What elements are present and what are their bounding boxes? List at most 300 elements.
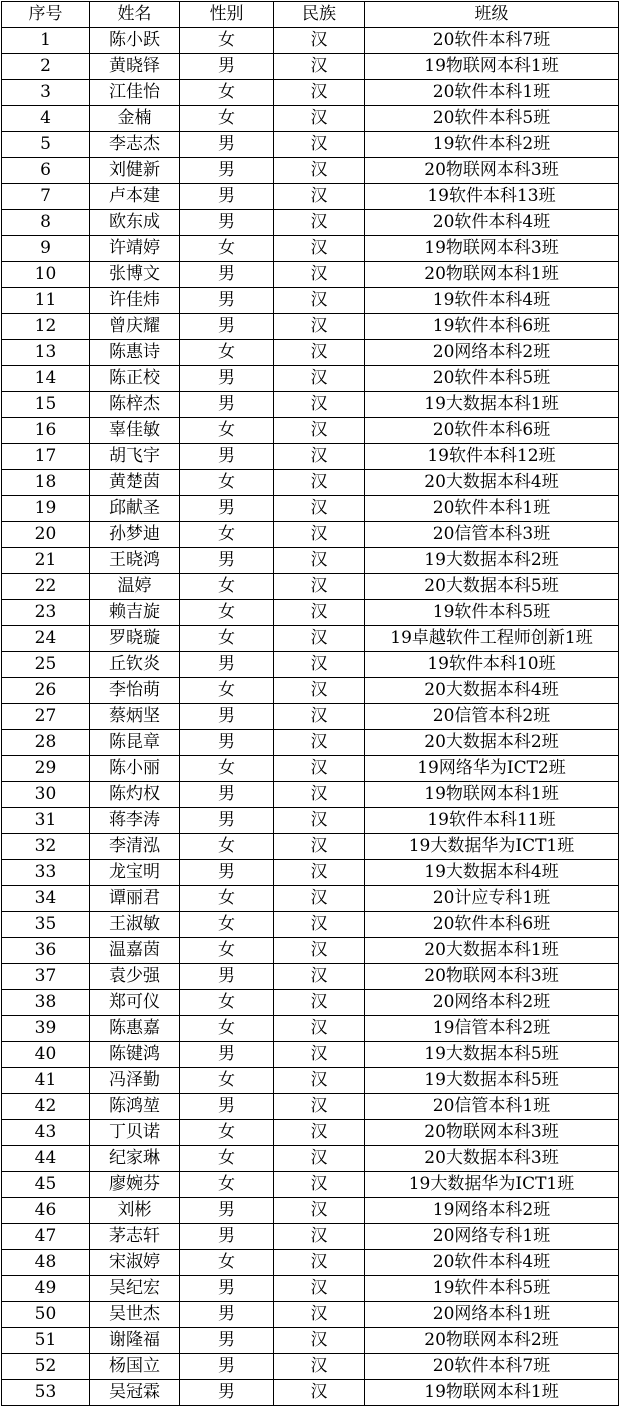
cell-index: 28 bbox=[2, 730, 90, 756]
table-row bbox=[2, 756, 619, 782]
cell-gender: 男 bbox=[180, 1276, 274, 1302]
cell-class: 19物联网本科1班 bbox=[365, 782, 619, 808]
cell-index: 20 bbox=[2, 522, 90, 548]
cell-class: 20软件本科1班 bbox=[365, 80, 619, 106]
cell-name: 刘彬 bbox=[90, 1198, 180, 1224]
cell-gender: 女 bbox=[180, 106, 274, 132]
table-row bbox=[2, 470, 619, 496]
table-row bbox=[2, 1224, 619, 1250]
cell-index: 9 bbox=[2, 236, 90, 262]
cell-class: 19大数据本科5班 bbox=[365, 1042, 619, 1068]
cell-gender: 男 bbox=[180, 652, 274, 678]
cell-index: 27 bbox=[2, 704, 90, 730]
table-row bbox=[2, 678, 619, 704]
cell-index: 53 bbox=[2, 1380, 90, 1406]
cell-index: 26 bbox=[2, 678, 90, 704]
cell-ethnicity: 汉 bbox=[274, 912, 365, 938]
cell-name: 蔡炳坚 bbox=[90, 704, 180, 730]
cell-index: 14 bbox=[2, 366, 90, 392]
cell-ethnicity: 汉 bbox=[274, 626, 365, 652]
cell-name: 吴纪宏 bbox=[90, 1276, 180, 1302]
table-row bbox=[2, 600, 619, 626]
header-name: 姓名 bbox=[90, 2, 180, 28]
cell-name: 许佳炜 bbox=[90, 288, 180, 314]
cell-gender: 女 bbox=[180, 886, 274, 912]
table-row bbox=[2, 184, 619, 210]
table-row bbox=[2, 886, 619, 912]
cell-gender: 男 bbox=[180, 496, 274, 522]
header-class: 班级 bbox=[365, 2, 619, 28]
cell-gender: 男 bbox=[180, 1328, 274, 1354]
cell-ethnicity: 汉 bbox=[274, 28, 365, 54]
cell-ethnicity: 汉 bbox=[274, 730, 365, 756]
cell-index: 24 bbox=[2, 626, 90, 652]
cell-class: 19物联网本科1班 bbox=[365, 1380, 619, 1406]
cell-ethnicity: 汉 bbox=[274, 262, 365, 288]
cell-ethnicity: 汉 bbox=[274, 1328, 365, 1354]
cell-gender: 女 bbox=[180, 28, 274, 54]
cell-class: 20计应专科1班 bbox=[365, 886, 619, 912]
cell-gender: 男 bbox=[180, 262, 274, 288]
cell-ethnicity: 汉 bbox=[274, 236, 365, 262]
cell-index: 12 bbox=[2, 314, 90, 340]
cell-name: 陈灼权 bbox=[90, 782, 180, 808]
cell-index: 18 bbox=[2, 470, 90, 496]
cell-gender: 男 bbox=[180, 132, 274, 158]
cell-gender: 男 bbox=[180, 288, 274, 314]
table-row bbox=[2, 210, 619, 236]
cell-index: 2 bbox=[2, 54, 90, 80]
cell-name: 丘钦炎 bbox=[90, 652, 180, 678]
cell-ethnicity: 汉 bbox=[274, 678, 365, 704]
cell-index: 1 bbox=[2, 28, 90, 54]
table-row bbox=[2, 418, 619, 444]
cell-name: 陈正校 bbox=[90, 366, 180, 392]
cell-name: 纪家琳 bbox=[90, 1146, 180, 1172]
table-row bbox=[2, 626, 619, 652]
cell-ethnicity: 汉 bbox=[274, 1198, 365, 1224]
cell-ethnicity: 汉 bbox=[274, 1016, 365, 1042]
table-row bbox=[2, 1302, 619, 1328]
table-body bbox=[2, 28, 619, 1406]
cell-name: 谢隆福 bbox=[90, 1328, 180, 1354]
cell-class: 19大数据本科5班 bbox=[365, 1068, 619, 1094]
cell-name: 袁少强 bbox=[90, 964, 180, 990]
cell-gender: 男 bbox=[180, 1224, 274, 1250]
cell-class: 20大数据本科3班 bbox=[365, 1146, 619, 1172]
cell-index: 43 bbox=[2, 1120, 90, 1146]
cell-class: 19信管本科2班 bbox=[365, 1016, 619, 1042]
cell-ethnicity: 汉 bbox=[274, 1354, 365, 1380]
cell-index: 52 bbox=[2, 1354, 90, 1380]
cell-class: 19软件本科12班 bbox=[365, 444, 619, 470]
cell-ethnicity: 汉 bbox=[274, 1302, 365, 1328]
cell-class: 19物联网本科1班 bbox=[365, 54, 619, 80]
cell-class: 19软件本科2班 bbox=[365, 132, 619, 158]
cell-index: 8 bbox=[2, 210, 90, 236]
cell-class: 20信管本科3班 bbox=[365, 522, 619, 548]
cell-ethnicity: 汉 bbox=[274, 1276, 365, 1302]
cell-name: 廖婉芬 bbox=[90, 1172, 180, 1198]
cell-gender: 男 bbox=[180, 158, 274, 184]
cell-index: 30 bbox=[2, 782, 90, 808]
cell-gender: 男 bbox=[180, 964, 274, 990]
cell-gender: 男 bbox=[180, 548, 274, 574]
cell-gender: 女 bbox=[180, 1068, 274, 1094]
cell-class: 20软件本科4班 bbox=[365, 1250, 619, 1276]
table-row bbox=[2, 1120, 619, 1146]
cell-class: 19网络本科2班 bbox=[365, 1198, 619, 1224]
table-row bbox=[2, 28, 619, 54]
cell-index: 3 bbox=[2, 80, 90, 106]
cell-gender: 男 bbox=[180, 730, 274, 756]
cell-gender: 女 bbox=[180, 938, 274, 964]
table-row bbox=[2, 1354, 619, 1380]
cell-name: 王淑敏 bbox=[90, 912, 180, 938]
table-row bbox=[2, 236, 619, 262]
cell-gender: 男 bbox=[180, 1380, 274, 1406]
table-row bbox=[2, 834, 619, 860]
cell-name: 黄晓铎 bbox=[90, 54, 180, 80]
cell-ethnicity: 汉 bbox=[274, 964, 365, 990]
cell-name: 孙梦迪 bbox=[90, 522, 180, 548]
cell-gender: 女 bbox=[180, 80, 274, 106]
table-row bbox=[2, 652, 619, 678]
cell-gender: 女 bbox=[180, 418, 274, 444]
cell-index: 50 bbox=[2, 1302, 90, 1328]
table-row bbox=[2, 1198, 619, 1224]
cell-name: 胡飞宇 bbox=[90, 444, 180, 470]
table-row bbox=[2, 106, 619, 132]
table-row bbox=[2, 80, 619, 106]
cell-gender: 男 bbox=[180, 1042, 274, 1068]
cell-gender: 男 bbox=[180, 392, 274, 418]
cell-name: 辜佳敏 bbox=[90, 418, 180, 444]
cell-index: 32 bbox=[2, 834, 90, 860]
cell-gender: 女 bbox=[180, 1016, 274, 1042]
cell-gender: 女 bbox=[180, 678, 274, 704]
table-row bbox=[2, 158, 619, 184]
cell-name: 蒋李涛 bbox=[90, 808, 180, 834]
cell-class: 20软件本科6班 bbox=[365, 418, 619, 444]
table-row bbox=[2, 54, 619, 80]
cell-index: 47 bbox=[2, 1224, 90, 1250]
header-row bbox=[2, 2, 619, 28]
cell-class: 20网络本科2班 bbox=[365, 990, 619, 1016]
cell-gender: 女 bbox=[180, 912, 274, 938]
cell-ethnicity: 汉 bbox=[274, 496, 365, 522]
cell-name: 温婷 bbox=[90, 574, 180, 600]
table-row bbox=[2, 808, 619, 834]
cell-ethnicity: 汉 bbox=[274, 1120, 365, 1146]
cell-ethnicity: 汉 bbox=[274, 574, 365, 600]
table-row bbox=[2, 730, 619, 756]
cell-class: 19大数据本科1班 bbox=[365, 392, 619, 418]
cell-index: 37 bbox=[2, 964, 90, 990]
cell-index: 15 bbox=[2, 392, 90, 418]
cell-index: 25 bbox=[2, 652, 90, 678]
cell-name: 冯泽勤 bbox=[90, 1068, 180, 1094]
cell-class: 20软件本科5班 bbox=[365, 366, 619, 392]
table-row bbox=[2, 860, 619, 886]
cell-index: 11 bbox=[2, 288, 90, 314]
cell-class: 19大数据华为ICT1班 bbox=[365, 1172, 619, 1198]
cell-name: 谭丽君 bbox=[90, 886, 180, 912]
cell-gender: 女 bbox=[180, 1250, 274, 1276]
cell-ethnicity: 汉 bbox=[274, 444, 365, 470]
cell-name: 陈惠嘉 bbox=[90, 1016, 180, 1042]
header-index: 序号 bbox=[2, 2, 90, 28]
cell-name: 陈梓杰 bbox=[90, 392, 180, 418]
table-row bbox=[2, 366, 619, 392]
cell-name: 李怡萌 bbox=[90, 678, 180, 704]
cell-class: 20软件本科7班 bbox=[365, 1354, 619, 1380]
cell-index: 29 bbox=[2, 756, 90, 782]
cell-gender: 女 bbox=[180, 1172, 274, 1198]
cell-class: 20大数据本科1班 bbox=[365, 938, 619, 964]
cell-class: 20软件本科1班 bbox=[365, 496, 619, 522]
table-row bbox=[2, 782, 619, 808]
cell-gender: 女 bbox=[180, 626, 274, 652]
cell-class: 19软件本科5班 bbox=[365, 600, 619, 626]
table-row bbox=[2, 1276, 619, 1302]
cell-class: 20网络本科1班 bbox=[365, 1302, 619, 1328]
cell-ethnicity: 汉 bbox=[274, 470, 365, 496]
cell-gender: 男 bbox=[180, 210, 274, 236]
table-row bbox=[2, 1380, 619, 1406]
cell-ethnicity: 汉 bbox=[274, 184, 365, 210]
cell-name: 宋淑婷 bbox=[90, 1250, 180, 1276]
cell-ethnicity: 汉 bbox=[274, 366, 365, 392]
cell-name: 陈键鸿 bbox=[90, 1042, 180, 1068]
cell-ethnicity: 汉 bbox=[274, 314, 365, 340]
cell-class: 20信管本科2班 bbox=[365, 704, 619, 730]
cell-name: 陈小跃 bbox=[90, 28, 180, 54]
cell-gender: 女 bbox=[180, 236, 274, 262]
cell-class: 19软件本科5班 bbox=[365, 1276, 619, 1302]
cell-index: 5 bbox=[2, 132, 90, 158]
cell-ethnicity: 汉 bbox=[274, 158, 365, 184]
cell-gender: 女 bbox=[180, 470, 274, 496]
cell-index: 38 bbox=[2, 990, 90, 1016]
cell-class: 20网络专科1班 bbox=[365, 1224, 619, 1250]
cell-gender: 女 bbox=[180, 990, 274, 1016]
cell-index: 33 bbox=[2, 860, 90, 886]
table-row bbox=[2, 340, 619, 366]
cell-name: 吴世杰 bbox=[90, 1302, 180, 1328]
cell-name: 刘健新 bbox=[90, 158, 180, 184]
cell-ethnicity: 汉 bbox=[274, 392, 365, 418]
cell-ethnicity: 汉 bbox=[274, 782, 365, 808]
table-row bbox=[2, 704, 619, 730]
cell-index: 17 bbox=[2, 444, 90, 470]
cell-class: 20物联网本科3班 bbox=[365, 964, 619, 990]
cell-class: 19软件本科13班 bbox=[365, 184, 619, 210]
cell-name: 龙宝明 bbox=[90, 860, 180, 886]
cell-name: 黄楚茵 bbox=[90, 470, 180, 496]
cell-class: 20物联网本科1班 bbox=[365, 262, 619, 288]
cell-index: 21 bbox=[2, 548, 90, 574]
table-row bbox=[2, 444, 619, 470]
cell-ethnicity: 汉 bbox=[274, 54, 365, 80]
cell-class: 20大数据本科2班 bbox=[365, 730, 619, 756]
cell-class: 20大数据本科4班 bbox=[365, 470, 619, 496]
cell-gender: 男 bbox=[180, 444, 274, 470]
cell-ethnicity: 汉 bbox=[274, 600, 365, 626]
cell-class: 20物联网本科3班 bbox=[365, 1120, 619, 1146]
cell-index: 40 bbox=[2, 1042, 90, 1068]
cell-name: 赖吉旋 bbox=[90, 600, 180, 626]
cell-ethnicity: 汉 bbox=[274, 1224, 365, 1250]
table-row bbox=[2, 262, 619, 288]
cell-class: 20软件本科7班 bbox=[365, 28, 619, 54]
cell-name: 杨国立 bbox=[90, 1354, 180, 1380]
header-ethnicity: 民族 bbox=[274, 2, 365, 28]
cell-index: 39 bbox=[2, 1016, 90, 1042]
cell-name: 王晓鸿 bbox=[90, 548, 180, 574]
table-row bbox=[2, 314, 619, 340]
cell-ethnicity: 汉 bbox=[274, 80, 365, 106]
cell-name: 邱献圣 bbox=[90, 496, 180, 522]
cell-class: 20物联网本科2班 bbox=[365, 1328, 619, 1354]
cell-index: 31 bbox=[2, 808, 90, 834]
cell-class: 20软件本科6班 bbox=[365, 912, 619, 938]
cell-gender: 男 bbox=[180, 366, 274, 392]
table-row bbox=[2, 1146, 619, 1172]
cell-gender: 女 bbox=[180, 1120, 274, 1146]
cell-name: 张博文 bbox=[90, 262, 180, 288]
cell-index: 6 bbox=[2, 158, 90, 184]
cell-class: 20信管本科1班 bbox=[365, 1094, 619, 1120]
cell-ethnicity: 汉 bbox=[274, 1250, 365, 1276]
cell-ethnicity: 汉 bbox=[274, 548, 365, 574]
table-row bbox=[2, 522, 619, 548]
table-row bbox=[2, 1042, 619, 1068]
cell-class: 20物联网本科3班 bbox=[365, 158, 619, 184]
table-row bbox=[2, 1094, 619, 1120]
cell-name: 金楠 bbox=[90, 106, 180, 132]
cell-name: 欧东成 bbox=[90, 210, 180, 236]
cell-name: 卢本建 bbox=[90, 184, 180, 210]
cell-ethnicity: 汉 bbox=[274, 1042, 365, 1068]
cell-index: 13 bbox=[2, 340, 90, 366]
cell-index: 41 bbox=[2, 1068, 90, 1094]
student-roster-table bbox=[1, 1, 619, 1406]
cell-ethnicity: 汉 bbox=[274, 1146, 365, 1172]
cell-ethnicity: 汉 bbox=[274, 106, 365, 132]
table-row bbox=[2, 1250, 619, 1276]
cell-gender: 女 bbox=[180, 834, 274, 860]
cell-ethnicity: 汉 bbox=[274, 1172, 365, 1198]
cell-class: 19大数据华为ICT1班 bbox=[365, 834, 619, 860]
cell-name: 陈鸿堃 bbox=[90, 1094, 180, 1120]
cell-index: 34 bbox=[2, 886, 90, 912]
cell-class: 19软件本科4班 bbox=[365, 288, 619, 314]
cell-gender: 男 bbox=[180, 1302, 274, 1328]
cell-ethnicity: 汉 bbox=[274, 288, 365, 314]
cell-index: 22 bbox=[2, 574, 90, 600]
cell-gender: 男 bbox=[180, 1198, 274, 1224]
cell-gender: 男 bbox=[180, 782, 274, 808]
cell-ethnicity: 汉 bbox=[274, 418, 365, 444]
cell-ethnicity: 汉 bbox=[274, 886, 365, 912]
cell-ethnicity: 汉 bbox=[274, 340, 365, 366]
cell-class: 19大数据本科4班 bbox=[365, 860, 619, 886]
table-row bbox=[2, 1328, 619, 1354]
cell-ethnicity: 汉 bbox=[274, 704, 365, 730]
table-row bbox=[2, 912, 619, 938]
cell-gender: 女 bbox=[180, 600, 274, 626]
table-row bbox=[2, 1172, 619, 1198]
cell-gender: 女 bbox=[180, 574, 274, 600]
table-row bbox=[2, 990, 619, 1016]
cell-ethnicity: 汉 bbox=[274, 1380, 365, 1406]
cell-class: 19软件本科6班 bbox=[365, 314, 619, 340]
cell-class: 20软件本科5班 bbox=[365, 106, 619, 132]
cell-class: 19网络华为ICT2班 bbox=[365, 756, 619, 782]
cell-index: 49 bbox=[2, 1276, 90, 1302]
cell-ethnicity: 汉 bbox=[274, 210, 365, 236]
cell-index: 16 bbox=[2, 418, 90, 444]
cell-name: 吴冠霖 bbox=[90, 1380, 180, 1406]
cell-gender: 男 bbox=[180, 314, 274, 340]
cell-index: 46 bbox=[2, 1198, 90, 1224]
cell-index: 51 bbox=[2, 1328, 90, 1354]
cell-gender: 女 bbox=[180, 756, 274, 782]
cell-class: 20网络本科2班 bbox=[365, 340, 619, 366]
table-row bbox=[2, 548, 619, 574]
cell-index: 7 bbox=[2, 184, 90, 210]
cell-name: 陈昆章 bbox=[90, 730, 180, 756]
cell-name: 李清泓 bbox=[90, 834, 180, 860]
cell-index: 45 bbox=[2, 1172, 90, 1198]
cell-class: 19软件本科10班 bbox=[365, 652, 619, 678]
table-row bbox=[2, 496, 619, 522]
table-row bbox=[2, 1068, 619, 1094]
cell-ethnicity: 汉 bbox=[274, 756, 365, 782]
cell-index: 36 bbox=[2, 938, 90, 964]
cell-ethnicity: 汉 bbox=[274, 860, 365, 886]
table-row bbox=[2, 132, 619, 158]
cell-ethnicity: 汉 bbox=[274, 808, 365, 834]
table-row bbox=[2, 288, 619, 314]
cell-name: 郑可仪 bbox=[90, 990, 180, 1016]
cell-gender: 女 bbox=[180, 522, 274, 548]
cell-gender: 女 bbox=[180, 340, 274, 366]
cell-class: 20软件本科4班 bbox=[365, 210, 619, 236]
cell-class: 19软件本科11班 bbox=[365, 808, 619, 834]
cell-class: 20大数据本科5班 bbox=[365, 574, 619, 600]
cell-gender: 女 bbox=[180, 1146, 274, 1172]
cell-index: 35 bbox=[2, 912, 90, 938]
cell-ethnicity: 汉 bbox=[274, 652, 365, 678]
cell-gender: 男 bbox=[180, 1354, 274, 1380]
cell-name: 江佳怡 bbox=[90, 80, 180, 106]
cell-index: 10 bbox=[2, 262, 90, 288]
cell-name: 曾庆耀 bbox=[90, 314, 180, 340]
table-row bbox=[2, 964, 619, 990]
cell-class: 20大数据本科4班 bbox=[365, 678, 619, 704]
cell-name: 茅志轩 bbox=[90, 1224, 180, 1250]
cell-gender: 男 bbox=[180, 808, 274, 834]
cell-name: 许靖婷 bbox=[90, 236, 180, 262]
cell-name: 陈小丽 bbox=[90, 756, 180, 782]
cell-name: 陈惠诗 bbox=[90, 340, 180, 366]
cell-class: 19物联网本科3班 bbox=[365, 236, 619, 262]
cell-gender: 男 bbox=[180, 1094, 274, 1120]
cell-name: 罗晓璇 bbox=[90, 626, 180, 652]
cell-class: 19大数据本科2班 bbox=[365, 548, 619, 574]
